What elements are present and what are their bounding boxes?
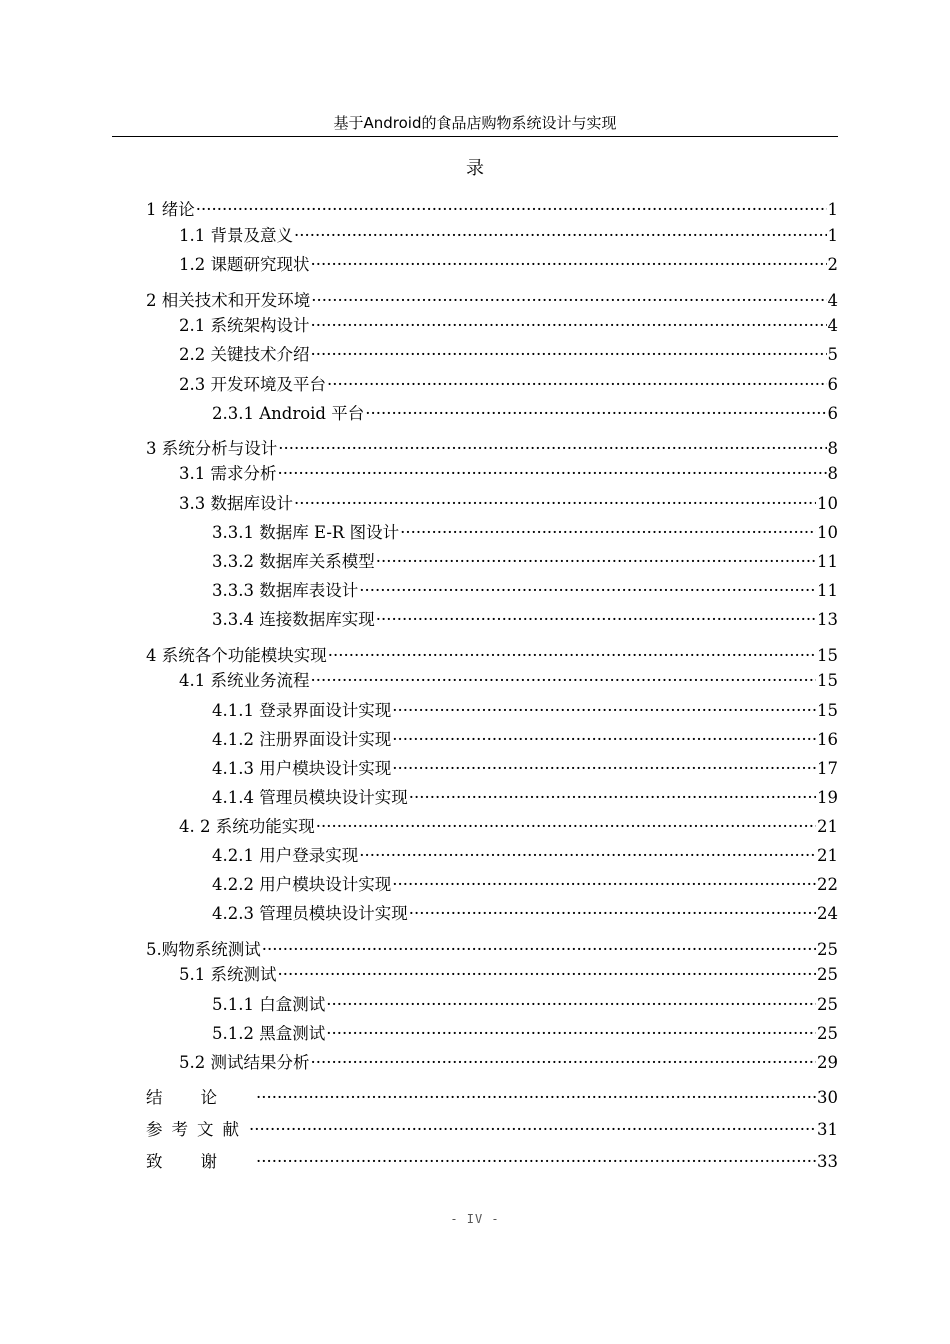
toc-entry-label: 参考文献 xyxy=(146,1120,248,1139)
toc-entry-label: 4. 2 系统功能实现 xyxy=(179,817,315,836)
toc-entry-label: 5.1.2 黑盒测试 xyxy=(212,1024,326,1043)
toc-entry[interactable] xyxy=(212,699,838,723)
dot-leader xyxy=(256,1150,816,1174)
dot-leader xyxy=(249,1118,816,1142)
toc-entry-label: 4.2.3 管理员模块设计实现 xyxy=(212,904,408,923)
dot-leader xyxy=(262,938,816,962)
toc-entry-page: 11 xyxy=(817,552,838,571)
toc-entry-page: 10 xyxy=(817,523,838,542)
toc-entry-label: 2 相关技术和开发环境 xyxy=(146,291,311,310)
dot-leader xyxy=(278,963,817,987)
dot-leader xyxy=(328,644,816,668)
toc-entry-label: 1.2 课题研究现状 xyxy=(179,255,310,274)
toc-entry-page: 25 xyxy=(817,995,838,1014)
dot-leader xyxy=(376,550,816,574)
running-header: 基于Android的食品店购物系统设计与实现 xyxy=(333,114,617,132)
toc-entry-page: 22 xyxy=(817,875,838,894)
toc-entry[interactable] xyxy=(179,373,838,397)
dot-leader xyxy=(365,402,826,426)
dot-leader xyxy=(392,728,816,752)
dot-leader xyxy=(294,224,827,248)
toc-entry-label: 结论 xyxy=(146,1088,255,1107)
toc-entry-page: 21 xyxy=(817,817,838,836)
toc-entry[interactable] xyxy=(146,1118,838,1142)
dot-leader xyxy=(400,521,816,545)
toc-entry-label: 4.1.1 登录界面设计实现 xyxy=(212,701,392,720)
toc-entry[interactable] xyxy=(212,1022,838,1046)
dot-leader xyxy=(311,289,826,313)
toc-entry[interactable] xyxy=(212,579,838,603)
toc-entry-label: 2.3.1 Android 平台 xyxy=(212,404,365,423)
toc-entry-page: 30 xyxy=(817,1088,838,1107)
toc-entry[interactable] xyxy=(212,786,838,810)
toc-entry-page: 15 xyxy=(817,671,838,690)
toc-entry[interactable] xyxy=(212,873,838,897)
toc-entry[interactable] xyxy=(212,608,838,632)
toc-entry[interactable] xyxy=(179,815,838,839)
toc-entry-page: 25 xyxy=(817,965,838,984)
toc-entry-page: 17 xyxy=(817,759,838,778)
dot-leader xyxy=(409,786,816,810)
toc-entry-page: 6 xyxy=(827,404,838,423)
toc-entry-page: 8 xyxy=(827,439,838,458)
toc-entry[interactable] xyxy=(212,993,838,1017)
header-divider xyxy=(112,136,838,137)
toc-entry-label: 3.3.4 连接数据库实现 xyxy=(212,610,375,629)
toc-entry-label: 4.1.3 用户模块设计实现 xyxy=(212,759,392,778)
toc-entry-label: 2.1 系统架构设计 xyxy=(179,316,310,335)
toc-entry[interactable] xyxy=(179,963,838,987)
dot-leader xyxy=(294,492,816,516)
dot-leader xyxy=(316,815,816,839)
dot-leader xyxy=(392,873,816,897)
toc-entry[interactable] xyxy=(146,437,838,461)
toc-entry-label: 4.1 系统业务流程 xyxy=(179,671,310,690)
toc-entry-label: 4.1.2 注册界面设计实现 xyxy=(212,730,392,749)
toc-heading: 录 xyxy=(466,158,484,179)
dot-leader xyxy=(392,757,816,781)
toc-entry-page: 15 xyxy=(817,701,838,720)
toc-entry-page: 25 xyxy=(817,1024,838,1043)
toc-entry-label: 3.1 需求分析 xyxy=(179,464,277,483)
toc-entry[interactable] xyxy=(146,289,838,313)
dot-leader xyxy=(256,1086,816,1110)
dot-leader xyxy=(311,253,827,277)
toc-entry-label: 1 绪论 xyxy=(146,200,195,219)
dot-leader xyxy=(311,1051,817,1075)
toc-entry-page: 4 xyxy=(827,316,838,335)
dot-leader xyxy=(326,993,816,1017)
dot-leader xyxy=(196,198,827,222)
toc-entry-page: 8 xyxy=(827,464,838,483)
toc-entry[interactable] xyxy=(146,644,838,668)
page-number: - IV - xyxy=(450,1212,500,1226)
toc-entry[interactable] xyxy=(212,521,838,545)
dot-leader xyxy=(311,343,827,367)
toc-entry[interactable] xyxy=(146,938,838,962)
toc-entry[interactable] xyxy=(146,1150,838,1174)
toc-entry-page: 24 xyxy=(817,904,838,923)
toc-entry[interactable] xyxy=(179,492,838,516)
toc-entry-page: 29 xyxy=(817,1053,838,1072)
toc-entry-label: 4 系统各个功能模块实现 xyxy=(146,646,327,665)
dot-leader xyxy=(311,669,817,693)
toc-entry-label: 致谢 xyxy=(146,1152,255,1171)
toc-entry-page: 19 xyxy=(817,788,838,807)
toc-entry[interactable] xyxy=(179,669,838,693)
toc-entry-label: 4.1.4 管理员模块设计实现 xyxy=(212,788,408,807)
toc-entry-page: 5 xyxy=(827,345,838,364)
toc-entry-label: 5.1 系统测试 xyxy=(179,965,277,984)
toc-entry[interactable] xyxy=(212,757,838,781)
toc-entry-label: 5.1.1 白盒测试 xyxy=(212,995,326,1014)
toc-entry[interactable] xyxy=(146,1086,838,1110)
toc-entry-page: 13 xyxy=(817,610,838,629)
dot-leader xyxy=(409,902,816,926)
toc-entry-page: 25 xyxy=(817,940,838,959)
toc-entry-page: 4 xyxy=(827,291,838,310)
dot-leader xyxy=(326,1022,816,1046)
toc-entry[interactable] xyxy=(179,343,838,367)
toc-entry-label: 5.购物系统测试 xyxy=(146,940,261,959)
toc-entry-page: 33 xyxy=(817,1152,838,1171)
dot-leader xyxy=(278,437,826,461)
toc-entry-label: 4.2.2 用户模块设计实现 xyxy=(212,875,392,894)
toc-entry-label: 3.3 数据库设计 xyxy=(179,494,293,513)
toc-entry[interactable] xyxy=(212,728,838,752)
dot-leader xyxy=(327,373,827,397)
toc-entry-page: 11 xyxy=(817,581,838,600)
dot-leader xyxy=(376,608,816,632)
toc-entry[interactable] xyxy=(212,550,838,574)
toc-entry[interactable] xyxy=(146,198,838,222)
toc-entry-page: 15 xyxy=(817,646,838,665)
toc-entry-label: 3.3.2 数据库关系模型 xyxy=(212,552,375,571)
toc-entry-label: 2.2 关键技术介绍 xyxy=(179,345,310,364)
toc-entry-page: 1 xyxy=(827,200,838,219)
toc-entry-page: 31 xyxy=(817,1120,838,1139)
toc-entry[interactable] xyxy=(179,224,838,248)
dot-leader xyxy=(359,579,816,603)
toc-entry-label: 3.3.3 数据库表设计 xyxy=(212,581,359,600)
toc-entry-page: 16 xyxy=(817,730,838,749)
toc-entry[interactable] xyxy=(179,1051,838,1075)
toc-entry-page: 2 xyxy=(827,255,838,274)
dot-leader xyxy=(392,699,816,723)
dot-leader xyxy=(359,844,816,868)
toc-entry-label: 2.3 开发环境及平台 xyxy=(179,375,326,394)
toc-entry-label: 4.2.1 用户登录实现 xyxy=(212,846,359,865)
toc-entry[interactable] xyxy=(212,902,838,926)
toc-entry[interactable] xyxy=(179,253,838,277)
toc-entry[interactable] xyxy=(212,402,838,426)
toc-entry-label: 3.3.1 数据库 E-R 图设计 xyxy=(212,523,400,542)
dot-leader xyxy=(278,462,827,486)
toc-entry[interactable] xyxy=(212,844,838,868)
toc-entry-page: 1 xyxy=(827,226,838,245)
dot-leader xyxy=(311,314,827,338)
toc-entry[interactable] xyxy=(179,462,838,486)
toc-entry-label: 5.2 测试结果分析 xyxy=(179,1053,310,1072)
toc-entry-label: 3 系统分析与设计 xyxy=(146,439,278,458)
toc-entry-label: 1.1 背景及意义 xyxy=(179,226,293,245)
toc-entry-page: 10 xyxy=(817,494,838,513)
toc-entry-page: 6 xyxy=(827,375,838,394)
toc-entry-page: 21 xyxy=(817,846,838,865)
toc-entry[interactable] xyxy=(179,314,838,338)
